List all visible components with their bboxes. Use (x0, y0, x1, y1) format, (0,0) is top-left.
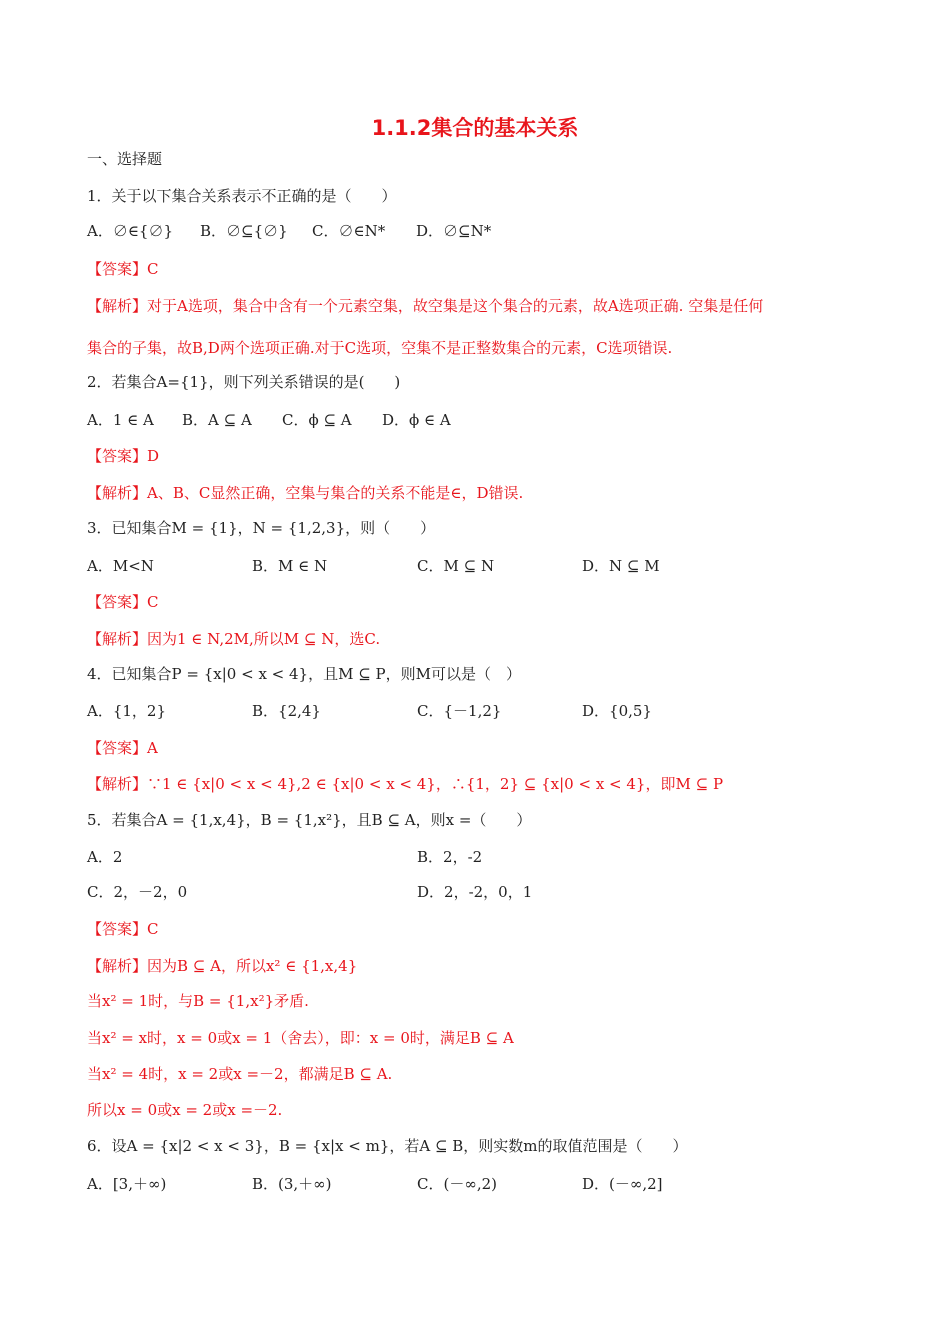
question-1-stem: 1．关于以下集合关系表示不正确的是（ ） (87, 187, 397, 205)
question-2-stem: 2．若集合A={1}，则下列关系错误的是( ) (87, 373, 401, 391)
q2-option-b: B．A ⊆ A (182, 411, 252, 429)
q2-option-c: C．ϕ ⊆ A (282, 411, 352, 429)
q6-option-b: B．(3,＋∞) (252, 1175, 332, 1193)
q5-option-d: D．2，-2，0，1 (417, 883, 533, 901)
q5-explanation-line-3: 当x² = x时，x = 0或x = 1（舍去），即：x = 0时，满足B ⊆ A (87, 1029, 514, 1047)
q5-option-a: A．2 (87, 848, 123, 866)
q6-option-d: D．(－∞,2] (582, 1175, 663, 1193)
q5-option-c: C．2，－2，0 (87, 883, 188, 901)
q3-option-d: D．N ⊆ M (582, 557, 660, 575)
q3-answer: 【答案】C (87, 593, 159, 611)
q3-option-c: C．M ⊆ N (417, 557, 495, 575)
question-6-stem: 6．设A = {x|2 < x < 3}，B = {x|x < m}，若A ⊆ B，则实数m的取值范围是（ ） (87, 1137, 688, 1155)
q4-explanation: 【解析】∵1 ∈ {x|0 < x < 4},2 ∈ {x|0 < x < 4}，∴{1，2} ⊆ {x|0 < x < 4}，即M ⊆ P (87, 775, 724, 793)
q4-option-a: A．{1，2} (87, 702, 167, 720)
q1-option-d: D．∅⊆N* (416, 222, 492, 240)
q5-explanation-line-1: 【解析】因为B ⊆ A，所以x² ∈ {1,x,4} (87, 957, 358, 975)
q1-option-b: B．∅⊆{∅} (200, 222, 288, 240)
q5-explanation-line-2: 当x² = 1时，与B = {1,x²}矛盾. (87, 992, 309, 1010)
q3-option-a: A．M<N (87, 557, 154, 575)
question-4-stem: 4．已知集合P = {x|0 < x < 4}，且M ⊆ P，则M可以是（ ） (87, 665, 522, 683)
page-title: 1.1.2集合的基本关系 (371, 116, 579, 140)
q1-option-c: C．∅∈N* (312, 222, 386, 240)
q2-option-a: A．1 ∈ A (87, 411, 154, 429)
q5-answer: 【答案】C (87, 920, 159, 938)
q5-option-b: B．2，-2 (417, 848, 483, 866)
question-3-stem: 3．已知集合M = {1}，N = {1,2,3}，则（ ） (87, 519, 436, 537)
q4-answer: 【答案】A (87, 739, 158, 757)
q5-explanation-line-4: 当x² = 4时，x = 2或x =－2，都满足B ⊆ A. (87, 1065, 393, 1083)
q3-option-b: B．M ∈ N (252, 557, 328, 575)
q6-option-c: C．(－∞,2) (417, 1175, 497, 1193)
q2-option-d: D．ϕ ∈ A (382, 411, 451, 429)
q2-answer: 【答案】D (87, 447, 160, 465)
q1-answer: 【答案】C (87, 260, 159, 278)
q3-explanation: 【解析】因为1 ∈ N,2M,所以M ⊆ N，选C. (87, 630, 381, 648)
q4-option-d: D．{0,5} (582, 702, 652, 720)
q4-option-c: C．{－1,2} (417, 702, 502, 720)
q1-explanation-line-2: 集合的子集，故B,D两个选项正确.对于C选项，空集不是正整数集合的元素，C选项错误. (87, 339, 673, 357)
q6-option-a: A．[3,＋∞) (87, 1175, 167, 1193)
section-heading: 一、选择题 (87, 150, 163, 168)
question-5-stem: 5．若集合A = {1,x,4}，B = {1,x²}，且B ⊆ A，则x =（ ） (87, 811, 532, 829)
q1-explanation-line-1: 【解析】对于A选项，集合中含有一个元素空集，故空集是这个集合的元素，故A选项正确. 空集是任何 (87, 297, 764, 315)
q1-option-a: A．∅∈{∅} (87, 222, 174, 240)
q5-explanation-line-5: 所以x = 0或x = 2或x =－2. (87, 1101, 283, 1119)
q2-explanation: 【解析】A、B、C显然正确，空集与集合的关系不能是∈，D错误. (87, 484, 524, 502)
q4-option-b: B．{2,4} (252, 702, 321, 720)
